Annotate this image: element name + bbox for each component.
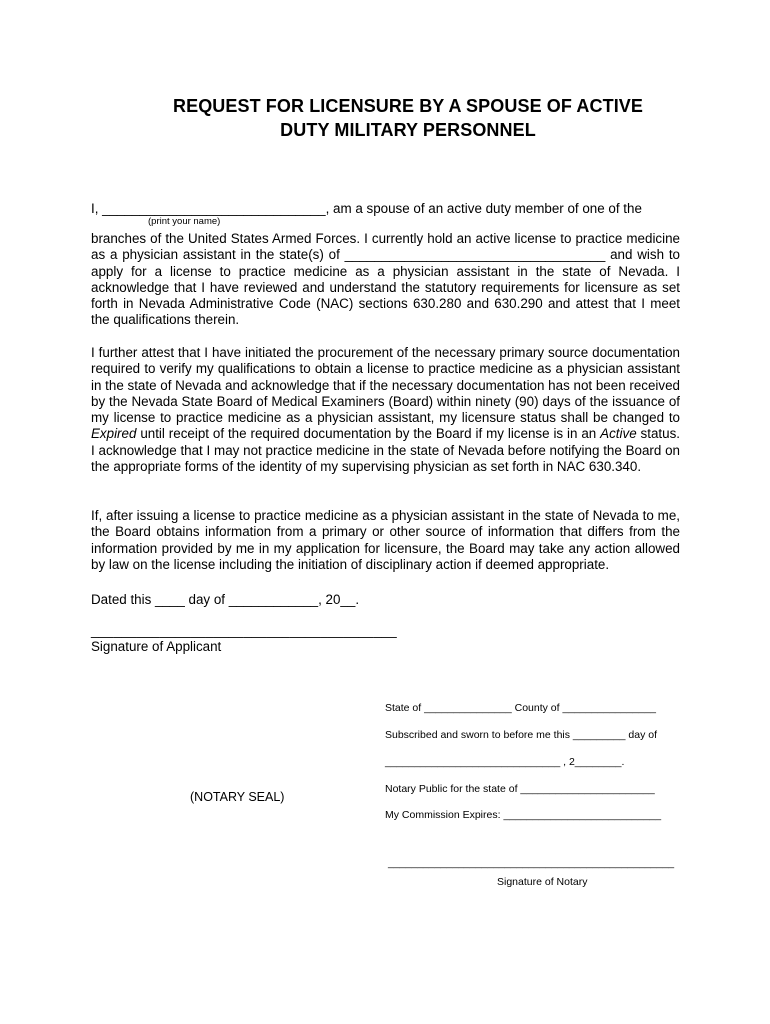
notary-seal-label: (NOTARY SEAL) — [190, 790, 285, 804]
notary-public-state: Notary Public for the state of _______________________ — [385, 783, 655, 795]
notary-subscribed: Subscribed and sworn to before me this _________ day of — [385, 729, 658, 741]
active-term: Active — [600, 426, 637, 442]
attestation-text-2: until receipt of the required documentation by the Board if my license is in an — [136, 426, 601, 442]
dated-line: Dated this ____ day of ____________, 20__. — [91, 592, 360, 607]
expired-term: Expired — [91, 426, 137, 442]
attestation-text-3: status. I acknowledge that I may not practice medicine in the state of Nevada before notifying the Board on the appropriate forms of the identity of my supervising physician as set forth in NAC 630.340. — [91, 426, 680, 475]
applicant-name-line: I, ______________________________, am a spouse of an active duty member of one of the — [91, 201, 642, 216]
board-information-paragraph: If, after issuing a license to practice medicine as a physician assistant in the state of Nevada to me, the Board obtains information from a primary or other source of information that differs from the information provided by me in my application for licensure, the Board may take any action allowed by law on the license including the initiation of disciplinary action if deemed appropriate. — [91, 508, 680, 572]
notary-state-county: State of _______________ County of ________________ — [385, 702, 656, 714]
form-title-line-2: DUTY MILITARY PERSONNEL — [280, 120, 536, 140]
form-title — [0, 94, 770, 142]
notary-signature-label: Signature of Notary — [497, 876, 588, 888]
notary-date-line: ______________________________ , 2________. — [385, 756, 625, 768]
attestation-text-1: I further attest that I have initiated the procurement of the necessary primary source documentation required to verify my qualifications to obtain a license to practice medicine as a physician assistant in the state of Nevada and acknowledge that if the necessary documentation has not been received by the Nevada State Board of Medical Examiners (Board) within ninety (90) days of the issuance of my license to practice medicine as a physician assistant, my licensure status shall be changed to — [91, 345, 680, 426]
print-name-label: (print your name) — [148, 216, 221, 227]
attestation-paragraph — [91, 345, 680, 475]
applicant-signature-line: ________________________________________ — [91, 623, 397, 638]
licensure-paragraph: branches of the United States Armed Forces. I currently hold an active license to practice medicine as a physician assistant in the state(s) of ___________________________________ and wish to apply for a license to practice medicine as a physician assistant in the state of Nevada. I acknowledge that I have reviewed and understand the statutory requirements for licensure as set forth in Nevada Administrative Code (NAC) sections 630.280 and 630.290 and attest that I meet the qualifications therein. — [91, 231, 680, 328]
notary-commission-expires: My Commission Expires: ___________________________ — [385, 809, 662, 821]
applicant-signature-label: Signature of Applicant — [91, 639, 222, 654]
notary-signature-line: _________________________________________________ — [388, 857, 675, 869]
form-title-line-1: REQUEST FOR LICENSURE BY A SPOUSE OF ACTIVE — [172, 96, 644, 116]
